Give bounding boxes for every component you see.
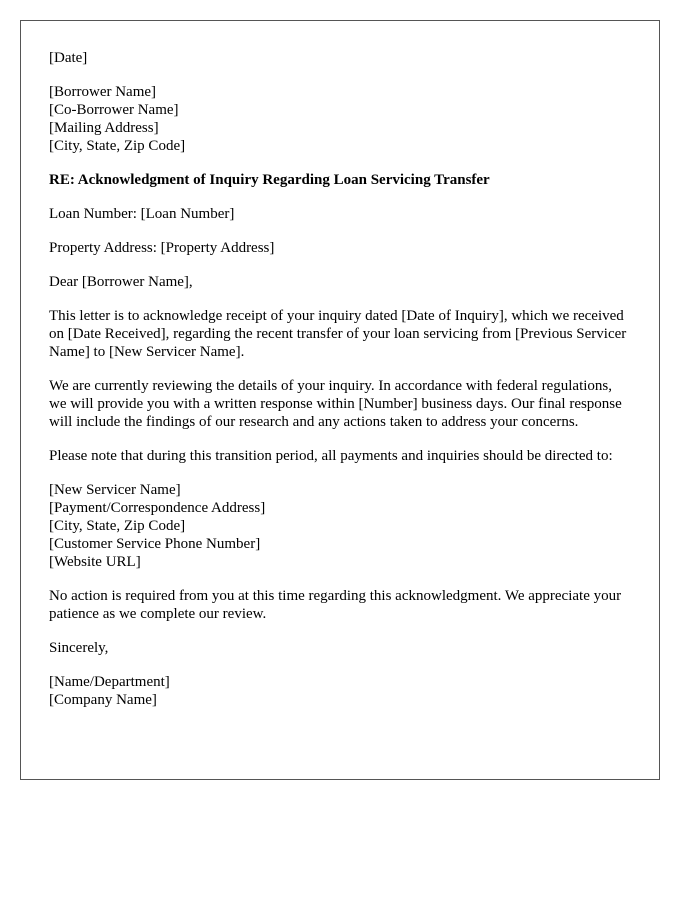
letter-page bbox=[20, 20, 660, 780]
new-servicer-address-block bbox=[49, 481, 631, 571]
signature-block bbox=[49, 673, 631, 709]
date-text: [Date] bbox=[49, 50, 88, 66]
loan-number-line: Loan Number: [Loan Number] bbox=[49, 206, 235, 222]
co-borrower-name: [Co-Borrower Name] bbox=[49, 102, 179, 118]
subject-line: RE: Acknowledgment of Inquiry Regarding Loan Servicing Transfer bbox=[49, 172, 490, 188]
body-paragraph-no-action: No action is required from you at this time regarding this acknowledgment. We appreciate your patience as we complete our review. bbox=[49, 588, 622, 622]
body-paragraph-acknowledgment: This letter is to acknowledge receipt of your inquiry dated [Date of Inquiry], which we received on [Date Received], regarding the recent transfer of your loan servicing from [Previous Servicer Name] to [New Servicer Name]. bbox=[49, 308, 627, 360]
mailing-address: [Mailing Address] bbox=[49, 120, 159, 136]
letter-date bbox=[49, 49, 631, 67]
salutation: Dear [Borrower Name], bbox=[49, 274, 193, 290]
body-paragraph-review: We are currently reviewing the details of your inquiry. In accordance with federal regulations, we will provide you with a written response within [Number] business days. Our final response will include the findings of our research and any actions taken to address your concerns. bbox=[49, 378, 622, 430]
servicer-city-state-zip: [City, State, Zip Code] bbox=[49, 518, 186, 534]
signature-company-name: [Company Name] bbox=[49, 692, 157, 708]
body-paragraph-transition: Please note that during this transition period, all payments and inquiries should be directed to: bbox=[49, 448, 613, 464]
website-url: [Website URL] bbox=[49, 554, 141, 570]
signature-name-department: [Name/Department] bbox=[49, 674, 170, 690]
customer-service-phone: [Customer Service Phone Number] bbox=[49, 536, 261, 552]
recipient-address-block bbox=[49, 83, 631, 155]
recipient-city-state-zip: [City, State, Zip Code] bbox=[49, 138, 186, 154]
property-address-line: Property Address: [Property Address] bbox=[49, 240, 275, 256]
payment-address: [Payment/Correspondence Address] bbox=[49, 500, 266, 516]
borrower-name: [Borrower Name] bbox=[49, 84, 157, 100]
new-servicer-name: [New Servicer Name] bbox=[49, 482, 181, 498]
closing: Sincerely, bbox=[49, 640, 109, 656]
